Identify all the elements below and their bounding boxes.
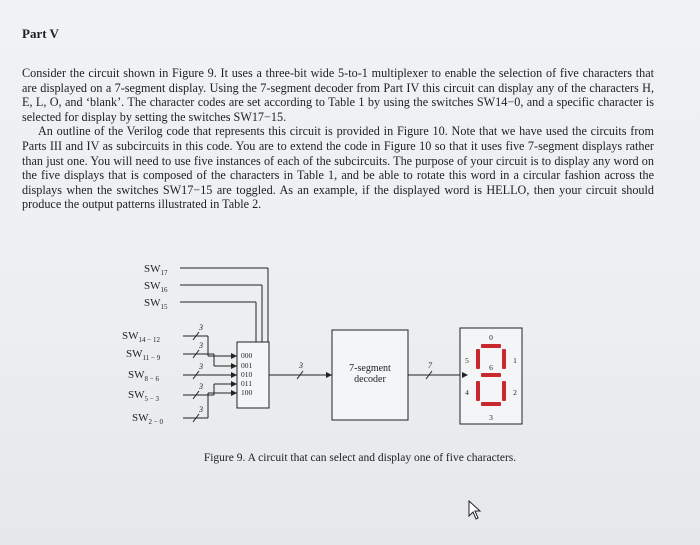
switch-label-sw14-12: $SW_{14 - 12}$ bbox=[122, 330, 160, 344]
segment-6 bbox=[481, 373, 501, 377]
body-text bbox=[22, 66, 654, 212]
figure-caption: Figure 9. A circuit that can select and display one of five characters. bbox=[203, 452, 517, 464]
segment-label: 0 bbox=[489, 333, 493, 342]
paragraph-2: An outline of the Verilog code that represents this circuit is provided in Figure 10. Note that we have used the circuits from Parts III and IV as subcircuits in this code. You are to extend the code in Figure 10 so that it uses five 7-segment displays rather than just one. You will need to use five instances of each of the subcircuits. The purpose of your circuit is to display any word on the five displays that is composed of the characters in Table 1, and be able to rotate this word in a circular fashion across the displays when the switches SW17−15 are toggled. As an example, if the displayed word is HELLO, then your circuit should produce the output patterns illustrated in Table 2. bbox=[22, 124, 654, 212]
switch-label-sw2-0: $SW_{2 - 0}$ bbox=[132, 412, 163, 426]
bus-width-label: 3 bbox=[199, 341, 203, 350]
segment-label: 2 bbox=[513, 388, 517, 397]
bus-width-label: 3 bbox=[199, 362, 203, 371]
mux-code: 000 bbox=[241, 351, 253, 360]
mouse-pointer-icon bbox=[468, 500, 482, 520]
circuit-figure bbox=[0, 250, 700, 450]
segment-1 bbox=[502, 349, 506, 369]
bus-width-label: 3 bbox=[199, 405, 203, 414]
switch-label-sw11-9: $SW_{11 - 9}$ bbox=[126, 348, 161, 362]
segment-3 bbox=[481, 402, 501, 406]
segment-label: 6 bbox=[489, 363, 493, 372]
switch-label-sw5-3: $SW_{5 - 3}$ bbox=[128, 389, 159, 403]
decoder-bus-width-label: 7 bbox=[428, 361, 432, 370]
segment-4 bbox=[476, 381, 480, 401]
bus-width-label: 3 bbox=[199, 382, 203, 391]
segment-label: 3 bbox=[489, 413, 493, 422]
switch-label-sw15: $SW_{15}$ bbox=[144, 297, 168, 311]
bus-width-label: 3 bbox=[299, 361, 303, 370]
bus-width-label: 3 bbox=[199, 323, 203, 332]
paragraph-1: Consider the circuit shown in Figure 9. It uses a three-bit wide 5-to-1 multiplexer to enable the selection of five characters that are displayed on a 7-segment display. Using the 7-segment decoder from Part IV this circuit can display any of the characters H, E, L, O, and ‘blank’. The character codes are set according to Table 1 by using the switches SW14−0, and a specific character is selected for display by setting the switches SW17−15. bbox=[22, 66, 654, 124]
switch-label-sw17: $SW_{17}$ bbox=[144, 263, 168, 277]
switch-label-sw16: $SW_{16}$ bbox=[144, 280, 168, 294]
decoder-label: decoder bbox=[354, 374, 386, 385]
segment-0 bbox=[481, 344, 501, 348]
mux-code: 011 bbox=[241, 379, 252, 388]
section-heading: Part V bbox=[22, 26, 59, 41]
mux-code: 010 bbox=[241, 370, 253, 379]
segment-label: 5 bbox=[465, 356, 469, 365]
segment-5 bbox=[476, 349, 480, 369]
segment-2 bbox=[502, 381, 506, 401]
switch-label-sw8-6: $SW_{8 - 6}$ bbox=[128, 369, 159, 383]
decoder-label: 7-segment bbox=[349, 363, 391, 374]
mux-code: 001 bbox=[241, 361, 253, 370]
segment-label: 1 bbox=[513, 356, 517, 365]
segment-label: 4 bbox=[465, 388, 469, 397]
mux-code: 100 bbox=[241, 388, 253, 397]
